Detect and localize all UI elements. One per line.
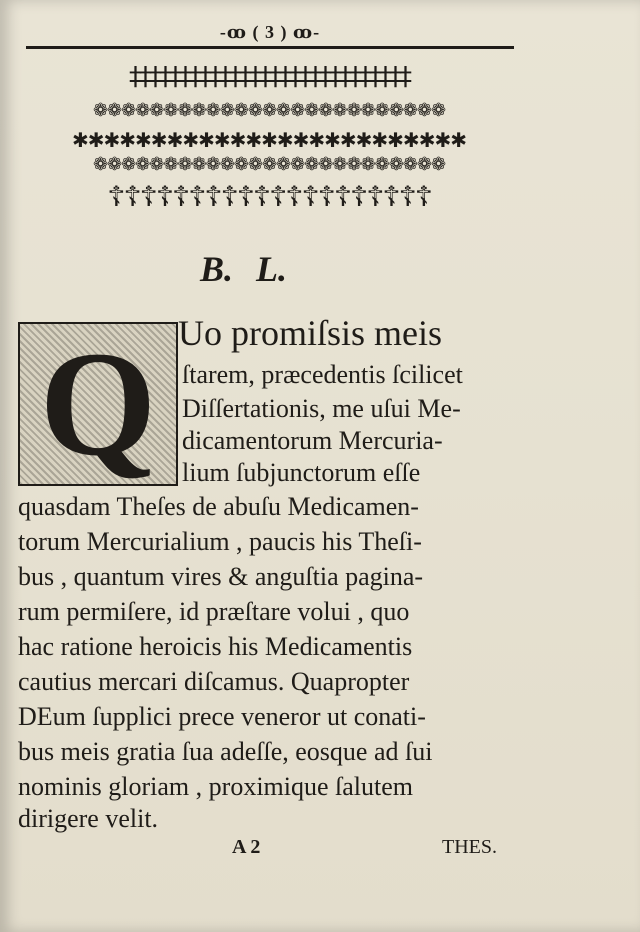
invocation-heading: B. L. [200, 249, 288, 289]
ornament-row-1: ‡‡‡‡‡‡‡‡‡‡‡‡‡‡‡‡‡‡‡‡‡‡‡‡‡‡‡‡ [129, 62, 409, 90]
text-line-9: rum permiſere, id præſtare volui , quo [18, 597, 410, 626]
top-rule [26, 46, 514, 49]
text-line-6: quasdam Theſes de abuſu Medicamen- [18, 492, 419, 521]
text-line-5: lium ſubjunctorum eſſe [182, 458, 421, 487]
initial-letter: Q [39, 321, 157, 487]
text-line-7: torum Mercurialium , paucis his Theſi- [18, 527, 422, 556]
ornament-band [28, 62, 510, 220]
text-line-13: bus meis gratia ſua adeſſe, eosque ad ſui [18, 737, 433, 766]
text-line-1: Uo promiſsis meis [178, 313, 443, 353]
ornament-row-2: ❁❁❁❁❁❁❁❁❁❁❁❁❁❁❁❁❁❁❁❁❁❁❁❁❁ [92, 100, 446, 121]
text-line-10: hac ratione heroicis his Medicamentis [18, 632, 413, 661]
text-line-15: dirigere velit. [18, 804, 159, 833]
text-line-12: DEum ſupplici prece veneror ut conati- [18, 702, 426, 731]
ornament-row-3: ✱✱✱✱✱✱✱✱✱✱✱✱✱✱✱✱✱✱✱✱✱✱✱✱✱ [72, 128, 466, 152]
signature-mark: A 2 [232, 836, 261, 858]
text-line-4: dicamentorum Mercuria- [182, 426, 443, 455]
text-line-11: cautius mercari diſcamus. Quapropter [18, 667, 410, 696]
text-line-8: bus , quantum vires & anguſtia pagina- [18, 562, 424, 591]
decorated-initial [18, 322, 178, 486]
page-number: -ꝏ ( 3 ) ꝏ- [219, 22, 321, 42]
text-line-2: ſtarem, præcedentis ſcilicet [182, 360, 463, 389]
ornament-row-5: ☦☦☦☦☦☦☦☦☦☦☦☦☦☦☦☦☦☦☦☦ [107, 180, 431, 208]
ornament-row-4: ❁❁❁❁❁❁❁❁❁❁❁❁❁❁❁❁❁❁❁❁❁❁❁❁❁ [92, 154, 446, 175]
catchword: THES. [442, 836, 497, 858]
text-line-14: nominis gloriam , proximique ſalutem [18, 772, 414, 801]
text-line-3: Diſſertationis, me uſui Me- [182, 394, 461, 423]
